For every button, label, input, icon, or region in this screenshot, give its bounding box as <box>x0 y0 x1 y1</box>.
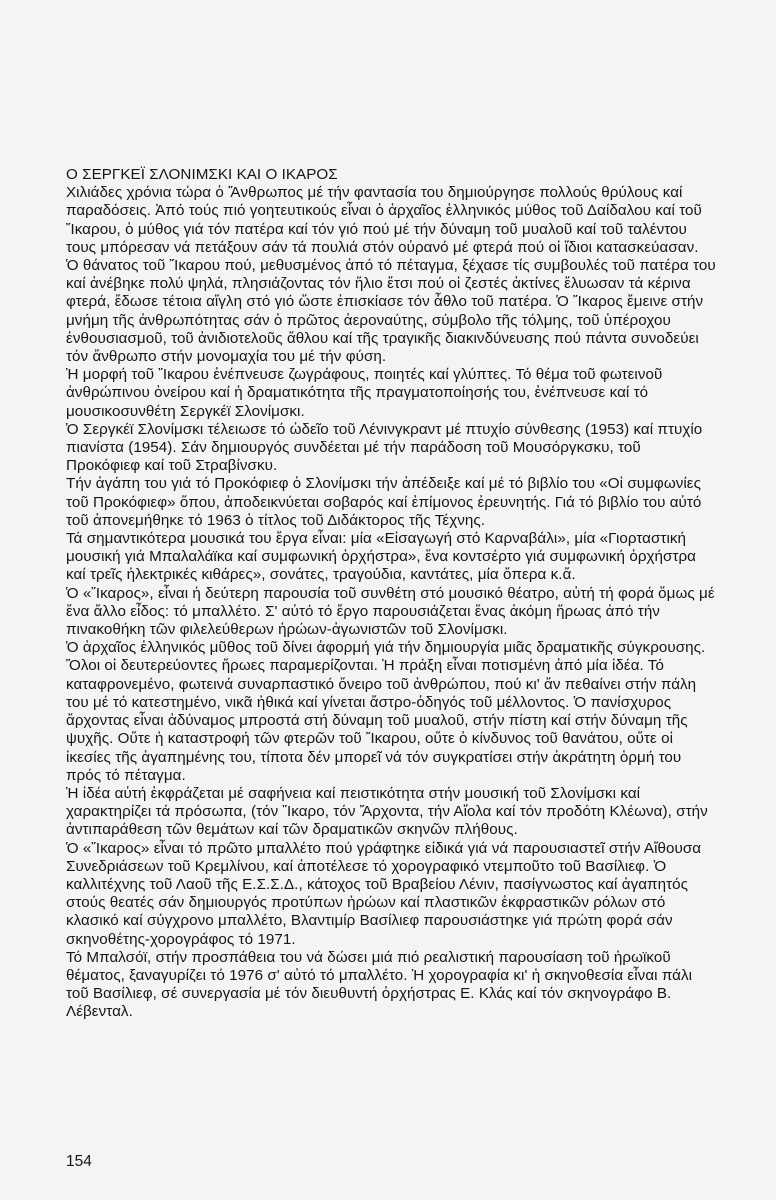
article-body <box>66 166 716 1022</box>
paragraph: Ὁ θάνατος τοῦ Ἴκαρου πού, μεθυσμένος ἀπό τό πέταγμα, ξέχασε τίς συμβουλές τοῦ πατέρα του καί ἀνέβηκε πολύ ψηλά, πλησιάζοντας τόν ἥλιο ἔτσι πού οἱ ζεστές ἀκτίνες ἔλυωσαν τά κέρινα φτερά, ἔδωσε τέτοια αἴγλη στό γιό ὥστε ἐπισκίασε τόν ἆθλο τοῦ πατέρα. Ὁ Ἴκαρος ἔμεινε στήν μνήμη τῆς ἀνθρωπότητας σάν ὁ πρῶτος ἀεροναύτης, σύμβολο τῆς τόλμης, τοῦ ὑπέροχου ἐνθουσιασμοῦ, τοῦ ἀνιδιοτελοῦς ἄθλου καί τῆς τραγικῆς διακινδύνευσης πού πάντα συνοδεύει τόν ἄνθρωπο στήν μονομαχία του μέ τήν φύση. <box>66 257 716 366</box>
page-number: 154 <box>66 1153 92 1170</box>
paragraph: Ἡ μορφή τοῦ Ἴκαρου ἐνέπνευσε ζωγράφους, ποιητές καί γλύπτες. Τό θέμα τοῦ φωτεινοῦ ἀνθρώπινου ὀνείρου καί ἡ δραματικότητα τῆς πραγματοποίησής του, ἐνέπνευσε καί τό μουσικοσυνθέτη Σεργκέϊ Σλονίμσκι. <box>66 366 663 420</box>
paragraph: Ὁ Σεργκέϊ Σλονίμσκι τέλειωσε τό ὠδεῖο τοῦ Λένινγκραντ μέ πτυχίο σύνθεσης (1953) καί πτυχίο πιανίστα (1954). Σάν δημιουργός συνδέεται μέ τήν παράδοση τοῦ Μουσόργκσκυ, τοῦ Προκόφιεφ καί τοῦ Στραβίνσκυ. <box>66 420 703 475</box>
paragraph: Τό Μπαλσόϊ, στήν προσπάθεια του νά δώσει μιά πιό ρεαλιστική παρουσίαση τοῦ ἡρωϊκοῦ θέματος, ξαναγυρίζει τό 1976 σ' αὐτό τό μπαλλέτο. Ἡ χορογραφία κι' ἡ σκηνοθεσία εἶναι πάλι τοῦ Βασίλιεφ, σέ συνεργασία μέ τόν διευθυντή ὀρχήστρας Ε. Κλάς καί τόν σκηνογράφο Β. Λέβενταλ. <box>66 948 693 1021</box>
paragraph: Ὁ ἀρχαῖος ἑλληνικός μῦθος τοῦ δίνει ἀφορμή γιά τήν δημιουργία μιᾶς δραματικῆς σύγκρουσης. Ὅλοι οἱ δευτερεύοντες ἥρωες παραμερίζονται. Ἡ πράξη εἶναι ποτισμένη ἀπό μία ἰδέα. Τό καταφρονεμένο, φωτεινά συναρπαστικό ὄνειρο τοῦ ἀνθρώπου, πού κι' ἄν πεθαίνει στήν πάλη του μέ τό κατεστημένο, νικᾶ ἠθικά καί γίνεται ἄστρο-ὁδηγός τοῦ μέλλοντος. Ὁ πανίσχυρος ἄρχοντας εἶναι ἀδύναμος μπροστά στή δύναμη τοῦ μυαλοῦ, στήν πίστη καί στήν δύναμη τῆς ψυχῆς. Οὔτε ἡ καταστροφή τῶν φτερῶν τοῦ Ἴκαρου, οὔτε ὁ κίνδυνος τοῦ θανάτου, οὔτε οἱ ἰκεσίες τῆς ἀγαπημένης του, τίποτα δέν μπορεῖ νά τόν συγκρατίσει στήν ἀκράτητη ὁρμή του πρός τό πέταγμα. <box>66 639 706 784</box>
paragraph: Τά σημαντικότερα μουσικά του ἔργα εἶναι: μία «Εἰσαγωγή στό Καρναβάλι», μία «Γιορταστική μουσική γιά Μπαλαλάϊκα καί συμφωνική ὀρχήστρα», ἕνα κοντσέρτο γιά συμφωνική ὀρχήστρα καί τρεῖς ἠλεκτρικές κιθάρες», σονάτες, τραγούδια, καντάτες, μία ὄπερα κ.ἄ. <box>66 530 697 584</box>
paragraph: Τήν ἀγάπη του γιά τό Προκόφιεφ ὁ Σλονίμσκι τήν ἀπέδειξε καί μέ τό βιβλίο του «Οἱ συμφωνίες τοῦ Προκόφιεφ» ὅπου, ἀποδεικνύεται σοβαρός καί ἐπίμονος ἐρευνητής. Γιά τό βιβλίο του αὐτό τοῦ ἀπονεμήθηκε τό 1963 ὁ τίτλος τοῦ Διδάκτορος τῆς Τέχνης. <box>66 475 702 529</box>
paragraph: Ἡ ἰδέα αὐτή ἐκφράζεται μέ σαφήνεια καί πειστικότητα στήν μουσική τοῦ Σλονίμσκι καί χαρακτηρίζει τά πρόσωπα, (τόν Ἴκαρο, τόν Ἄρχοντα, τήν Αἴολα καί τόν προδότη Κλέωνα), στήν ἀντιπαράθεση τῶν θεμάτων καί τῶν δραματικῶν σκηνῶν πλήθους. <box>66 784 708 839</box>
paragraph: Ὁ «Ἴκαρος» εἶναι τό πρῶτο μπαλλέτο πού γράφτηκε εἰδικά γιά νά παρουσιαστεῖ στήν Αἴθουσα Συνεδριάσεων τοῦ Κρεμλίνου, καί ἀποτέλεσε τό χορογραφικό ντεμποῦτο τοῦ Βασίλιεφ. Ὁ καλλιτέχνης τοῦ Λαοῦ τῆς Ε.Σ.Σ.Δ., κάτοχος τοῦ Βραβείου Λένιν, πασίγνωστος καί ἀγαπητός στούς θεατές σάν δημιουργός προτύπων ἡρώων καί πλαστικῶν ἐκφραστικῶν ρόλων στό κλασικό καί σύγχρονο μπαλλέτο, Βλαντιμίρ Βασίλιεφ παρουσιάστηκε γιά πρώτη φορά σάν σκηνοθέτης-χορογράφος τό 1971. <box>66 839 702 948</box>
paragraph: Χιλιάδες χρόνια τώρα ὁ Ἄνθρωπος μέ τήν φαντασία του δημιούργησε πολλούς θρύλους καί παραδόσεις. Ἀπό τούς πιό γοητευτικούς εἶναι ὁ ἀρχαῖος ἑλληνικός μύθος τοῦ Δαίδαλου καί τοῦ Ἴκαρου, ὁ μύθος γιά τόν πατέρα καί τόν γιό πού μέ τήν δύναμη τοῦ μυαλοῦ καί τοῦ ταλέντου τους μπόρεσαν νά πετάξουν σάν τά πουλιά στόν οὐρανό μέ φτερά πού οἱ ἴδιοι κατασκεύασαν. <box>66 184 702 256</box>
paragraph: Ὁ «Ἴκαρος», εἶναι ἡ δεύτερη παρουσία τοῦ συνθέτη στό μουσικό θέατρο, αὐτή τή φορά ὅμως μέ ἕνα ἄλλο εἶδος: τό μπαλλέτο. Σ' αὐτό τό ἔργο παρουσιάζεται ἕνας ἀκόμη ἥρωας ἀπό τήν πινακοθήκη τῶν φιλελεύθερων ἡρώων-ἀγωνιστῶν τοῦ Σλονίμσκι. <box>66 584 715 639</box>
article-title: Ο ΣΕΡΓΚΕΪ ΣΛΟΝΙΜΣΚΙ ΚΑΙ Ο ΙΚΑΡΟΣ <box>66 166 338 183</box>
